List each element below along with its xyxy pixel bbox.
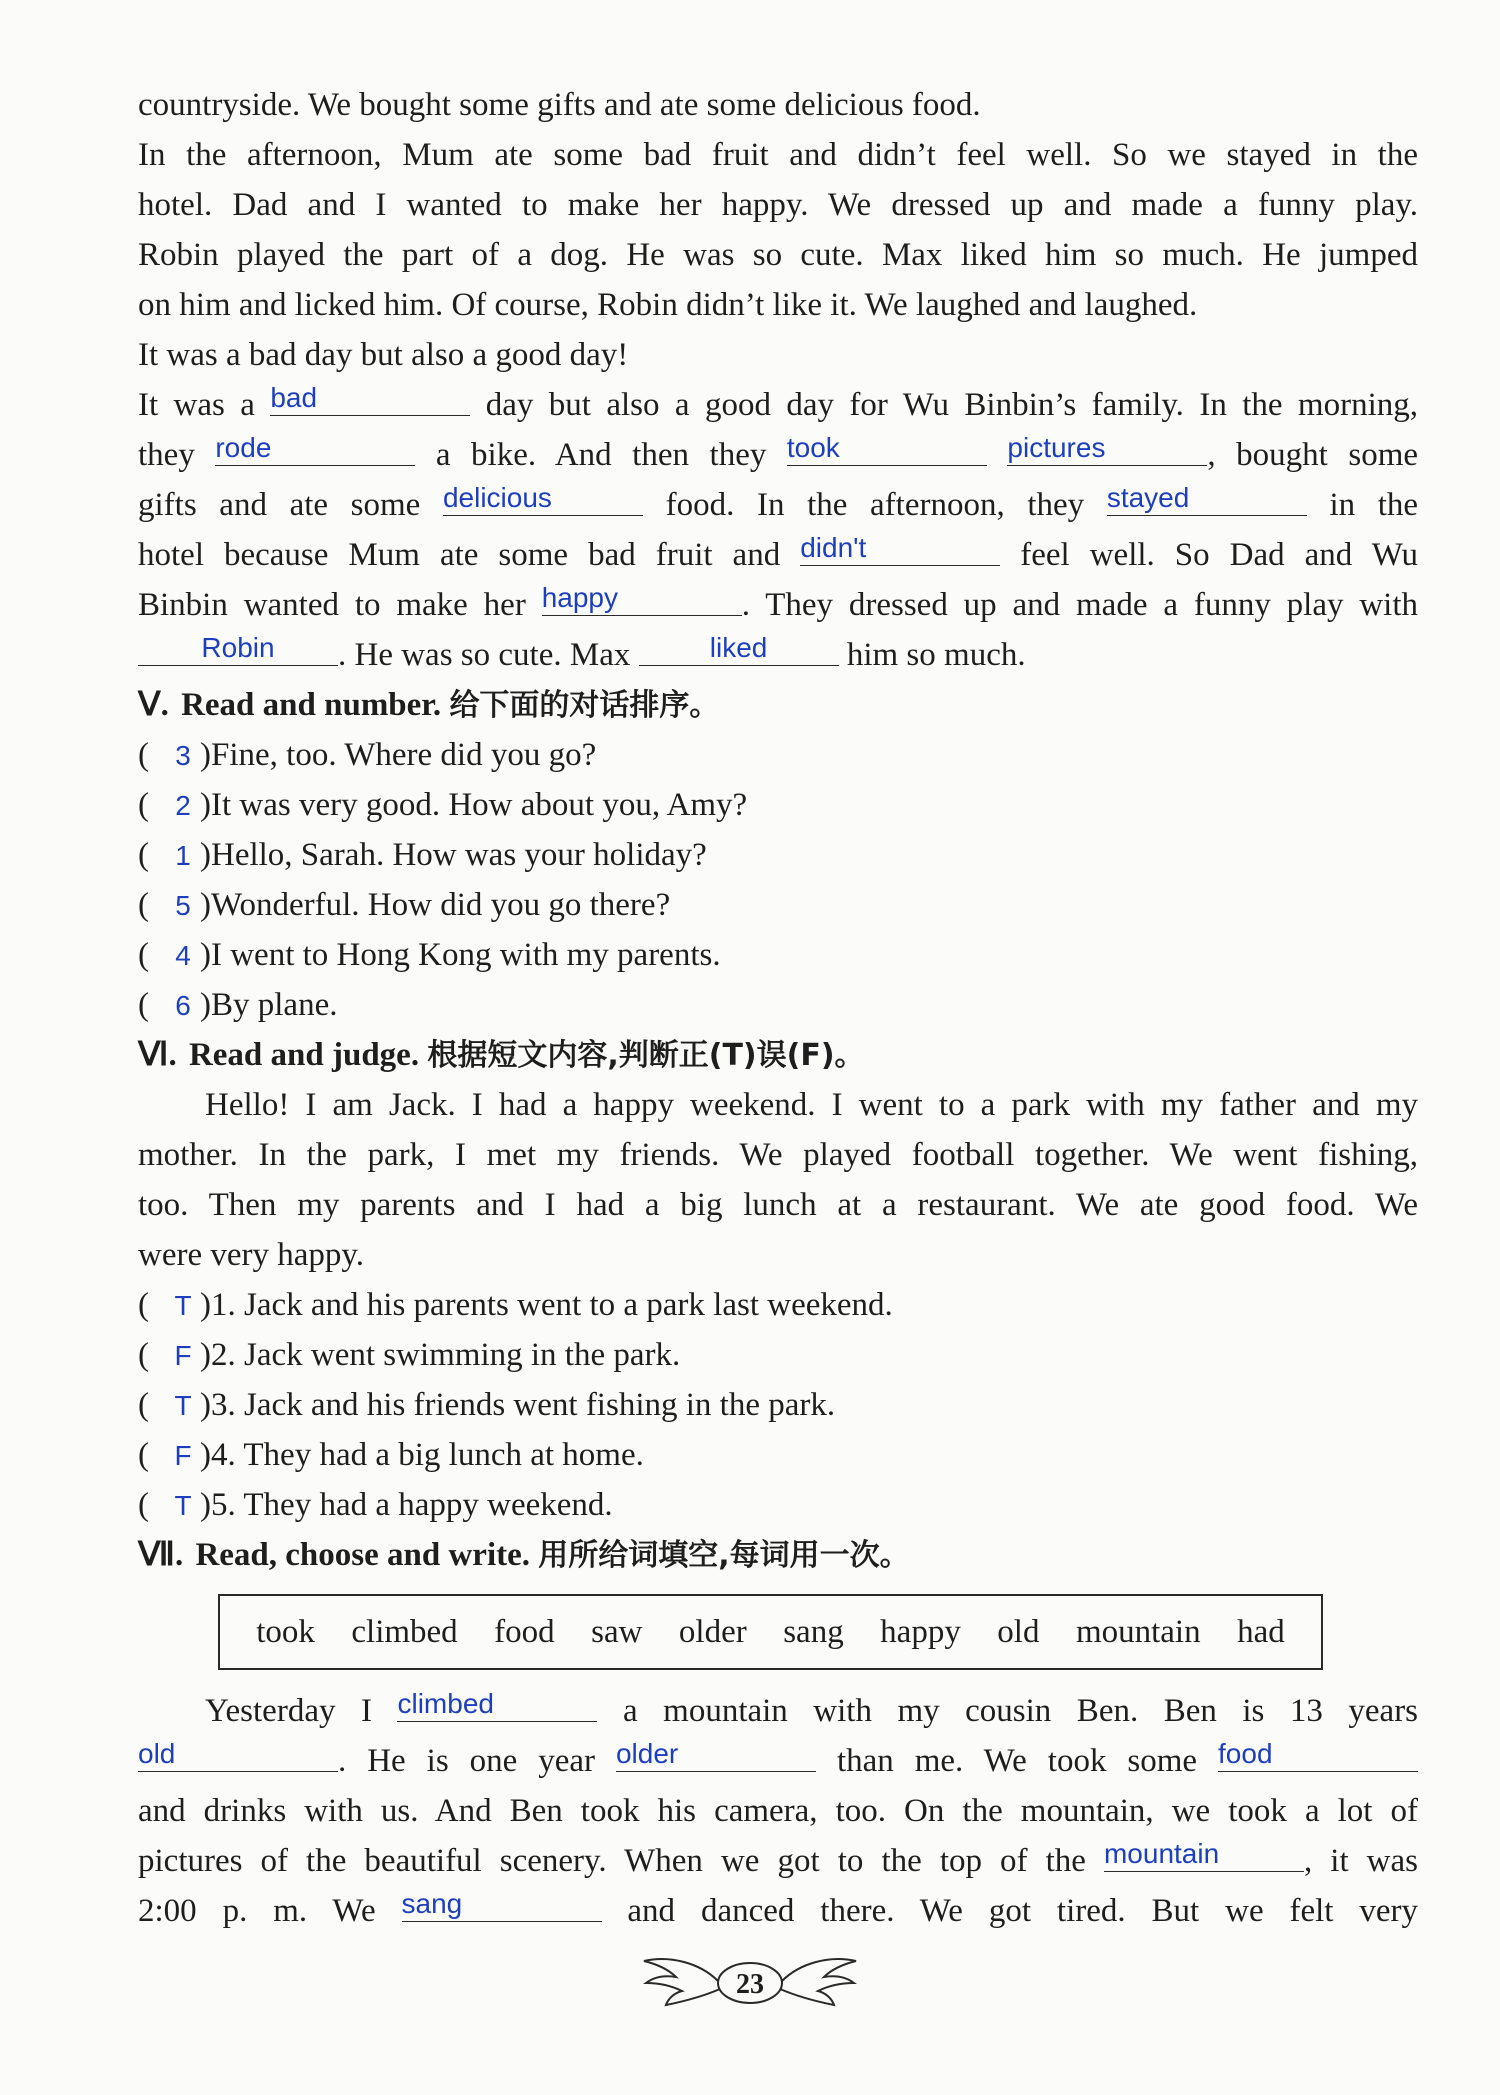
summary-text: they [138, 437, 195, 473]
answer-blank[interactable]: bad [270, 381, 470, 416]
passage-line: on him and licked him. Of course, Robin didn’t like it. We laughed and laughed. [138, 287, 1198, 323]
order-answer[interactable]: 5 [175, 890, 191, 921]
summary-text: hotel because Mum ate some bad fruit and [138, 537, 781, 573]
summary-text: Binbin wanted to make her [138, 587, 526, 623]
dialogue-item: ( 2 )It was very good. How about you, Amy? [138, 780, 1418, 830]
tf-answer[interactable]: F [174, 1340, 192, 1371]
passage-line: hotel. Dad and I wanted to make her happy. We dressed up and made a funny play. [138, 187, 1418, 223]
answer-blank[interactable]: climbed [397, 1687, 597, 1722]
page-number: 23 [736, 1969, 764, 2000]
cloze-line [138, 1736, 1418, 1786]
cloze-line [138, 1886, 1418, 1936]
summary-text: day but also a good day for Wu Binbin’s family. In the morning, [485, 387, 1419, 423]
judge-item: ( T )3. Jack and his friends went fishing in the park. [138, 1380, 1418, 1430]
answer-blank[interactable]: pictures [1007, 431, 1207, 466]
word-bank-item: happy [880, 1614, 961, 1650]
section-instruction: 给下面的对话排序。 [449, 688, 720, 723]
judge-text: )4. They had a big lunch at home. [200, 1437, 644, 1473]
word-bank-item: had [1237, 1614, 1285, 1650]
answer-blank[interactable]: delicious [443, 481, 643, 516]
dialogue-text: )It was very good. How about you, Amy? [200, 787, 748, 823]
answer-blank[interactable]: stayed [1107, 481, 1307, 516]
summary-line [138, 380, 1418, 430]
answer-blank[interactable]: didn't [800, 531, 1000, 566]
section-title: Read and judge. [188, 1037, 420, 1073]
tf-answer[interactable]: T [174, 1390, 192, 1421]
tf-answer[interactable]: F [174, 1440, 192, 1471]
judge-item: ( T )5. They had a happy weekend. [138, 1480, 1418, 1530]
section-5-heading [138, 680, 1418, 730]
order-answer[interactable]: 4 [175, 940, 191, 971]
summary-line [138, 480, 1418, 530]
passage-line: It was a bad day but also a good day! [138, 337, 629, 373]
dialogue-text: )Hello, Sarah. How was your holiday? [200, 837, 707, 873]
order-answer[interactable]: 1 [175, 840, 191, 871]
word-bank-item: food [494, 1614, 555, 1650]
word-bank-item: mountain [1075, 1614, 1201, 1650]
passage-line: Robin played the part of a dog. He was so cute. Max liked him so much. He jumped [138, 237, 1418, 273]
summary-text: . They dressed up and made a funny play with [741, 587, 1419, 623]
summary-text: a bike. And then they [435, 437, 767, 473]
summary-text: . He was so cute. Max [338, 637, 631, 673]
passage-line: Hello! I am Jack. I had a happy weekend. I went to a park with my father and my [205, 1087, 1418, 1123]
dialogue-text: )I went to Hong Kong with my parents. [200, 937, 721, 973]
passage-line: In the afternoon, Mum ate some bad fruit and didn’t feel well. So we stayed in the [138, 137, 1418, 173]
summary-text: him so much. [846, 637, 1026, 673]
answer-blank[interactable]: rode [215, 431, 415, 466]
answer-blank[interactable]: took [787, 431, 987, 466]
judge-text: )5. They had a happy weekend. [200, 1487, 613, 1523]
passage-line: countryside. We bought some gifts and ate some delicious food. [138, 87, 981, 123]
dialogue-item: ( 4 )I went to Hong Kong with my parents. [138, 930, 1418, 980]
cloze-line: and drinks with us. And Ben took his camera, too. On the mountain, we took a lot of [138, 1793, 1418, 1829]
judge-item: ( F )2. Jack went swimming in the park. [138, 1330, 1418, 1380]
word-bank [218, 1594, 1323, 1670]
dialogue-text: )Wonderful. How did you go there? [200, 887, 671, 923]
section-instruction: 用所给词填空,每词用一次。 [538, 1538, 910, 1573]
cloze-text: Yesterday I [205, 1693, 372, 1729]
answer-blank[interactable]: older [616, 1737, 816, 1772]
section-title: Read and number. [181, 687, 442, 723]
summary-line [138, 430, 1418, 480]
judge-text: )3. Jack and his friends went fishing in the park. [200, 1387, 836, 1423]
dialogue-text: )Fine, too. Where did you go? [200, 737, 597, 773]
summary-text: feel well. So Dad and Wu [1020, 537, 1419, 573]
answer-blank[interactable]: old [138, 1737, 338, 1772]
cloze-text: than me. We took some [836, 1743, 1198, 1779]
dialogue-list [138, 730, 1418, 1030]
dialogue-item: ( 5 )Wonderful. How did you go there? [138, 880, 1418, 930]
summary-line [138, 630, 1418, 680]
section-6-heading [138, 1030, 1418, 1080]
cloze-text: , it was [1303, 1843, 1418, 1879]
summary-text: , bought some [1207, 437, 1419, 473]
judge-item: ( T )1. Jack and his parents went to a park last weekend. [138, 1280, 1418, 1330]
answer-blank[interactable]: food [1218, 1737, 1418, 1772]
section-7-heading [138, 1530, 1418, 1580]
summary-line [138, 530, 1418, 580]
word-bank-item: saw [591, 1614, 643, 1650]
passage-line: mother. In the park, I met my friends. We played football together. We went fishing, [138, 1137, 1418, 1173]
answer-blank[interactable]: mountain [1104, 1837, 1304, 1872]
cloze-text: . He is one year [338, 1743, 596, 1779]
cloze-text: a mountain with my cousin Ben. Ben is 13 years [623, 1693, 1419, 1729]
cloze-passage [138, 1686, 1418, 1936]
order-answer[interactable]: 2 [175, 790, 191, 821]
section-title: Read, choose and write. [195, 1537, 531, 1573]
section-instruction: 根据短文内容,判断正(T)误(F)。 [427, 1038, 865, 1073]
section-number: Ⅵ. [138, 1037, 177, 1073]
summary-text: food. In the afternoon, they [665, 487, 1085, 523]
summary-line [138, 580, 1418, 630]
summary-text: in the [1329, 487, 1419, 523]
tf-answer[interactable]: T [174, 1490, 192, 1521]
summary-text: It was a [138, 387, 255, 423]
wing-ornament-icon [630, 1945, 870, 2015]
judge-passage [138, 1080, 1418, 1280]
passage-line: too. Then my parents and I had a big lunch at a restaurant. We ate good food. We [138, 1187, 1418, 1223]
judge-text: )1. Jack and his parents went to a park last weekend. [200, 1287, 893, 1323]
page-content [138, 80, 1418, 1936]
summary-fill-in [138, 380, 1418, 680]
page-footer [0, 1945, 1500, 2015]
dialogue-item: ( 3 )Fine, too. Where did you go? [138, 730, 1418, 780]
answer-blank[interactable]: happy [542, 581, 742, 616]
cloze-line [138, 1686, 1418, 1736]
judge-list [138, 1280, 1418, 1530]
judge-text: )2. Jack went swimming in the park. [200, 1337, 681, 1373]
dialogue-item: ( 1 )Hello, Sarah. How was your holiday? [138, 830, 1418, 880]
cloze-text: and danced there. We got tired. But we felt very [627, 1893, 1418, 1929]
word-bank-item: older [678, 1614, 747, 1650]
cloze-text: pictures of the beautiful scenery. When we got to the top of the [138, 1843, 1086, 1879]
order-answer[interactable]: 3 [175, 740, 191, 771]
word-bank-item: climbed [351, 1614, 458, 1650]
answer-blank[interactable]: Robin [138, 631, 338, 666]
cloze-text: 2:00 p. m. We [138, 1893, 376, 1929]
tf-answer[interactable]: T [174, 1290, 192, 1321]
section-number: Ⅶ. [138, 1537, 184, 1573]
dialogue-text: )By plane. [200, 987, 338, 1023]
order-answer[interactable]: 6 [175, 990, 191, 1021]
answer-blank[interactable]: sang [402, 1887, 602, 1922]
word-bank-item: old [997, 1614, 1040, 1650]
judge-item: ( F )4. They had a big lunch at home. [138, 1430, 1418, 1480]
dialogue-item: ( 6 )By plane. [138, 980, 1418, 1030]
passage-line: were very happy. [138, 1237, 365, 1273]
section-number: Ⅴ. [138, 687, 169, 723]
top-passage [138, 80, 1418, 380]
cloze-line [138, 1836, 1418, 1886]
summary-text: gifts and ate some [138, 487, 421, 523]
word-bank-item: sang [783, 1614, 844, 1650]
word-bank-item: took [256, 1614, 315, 1650]
answer-blank[interactable]: liked [639, 631, 839, 666]
